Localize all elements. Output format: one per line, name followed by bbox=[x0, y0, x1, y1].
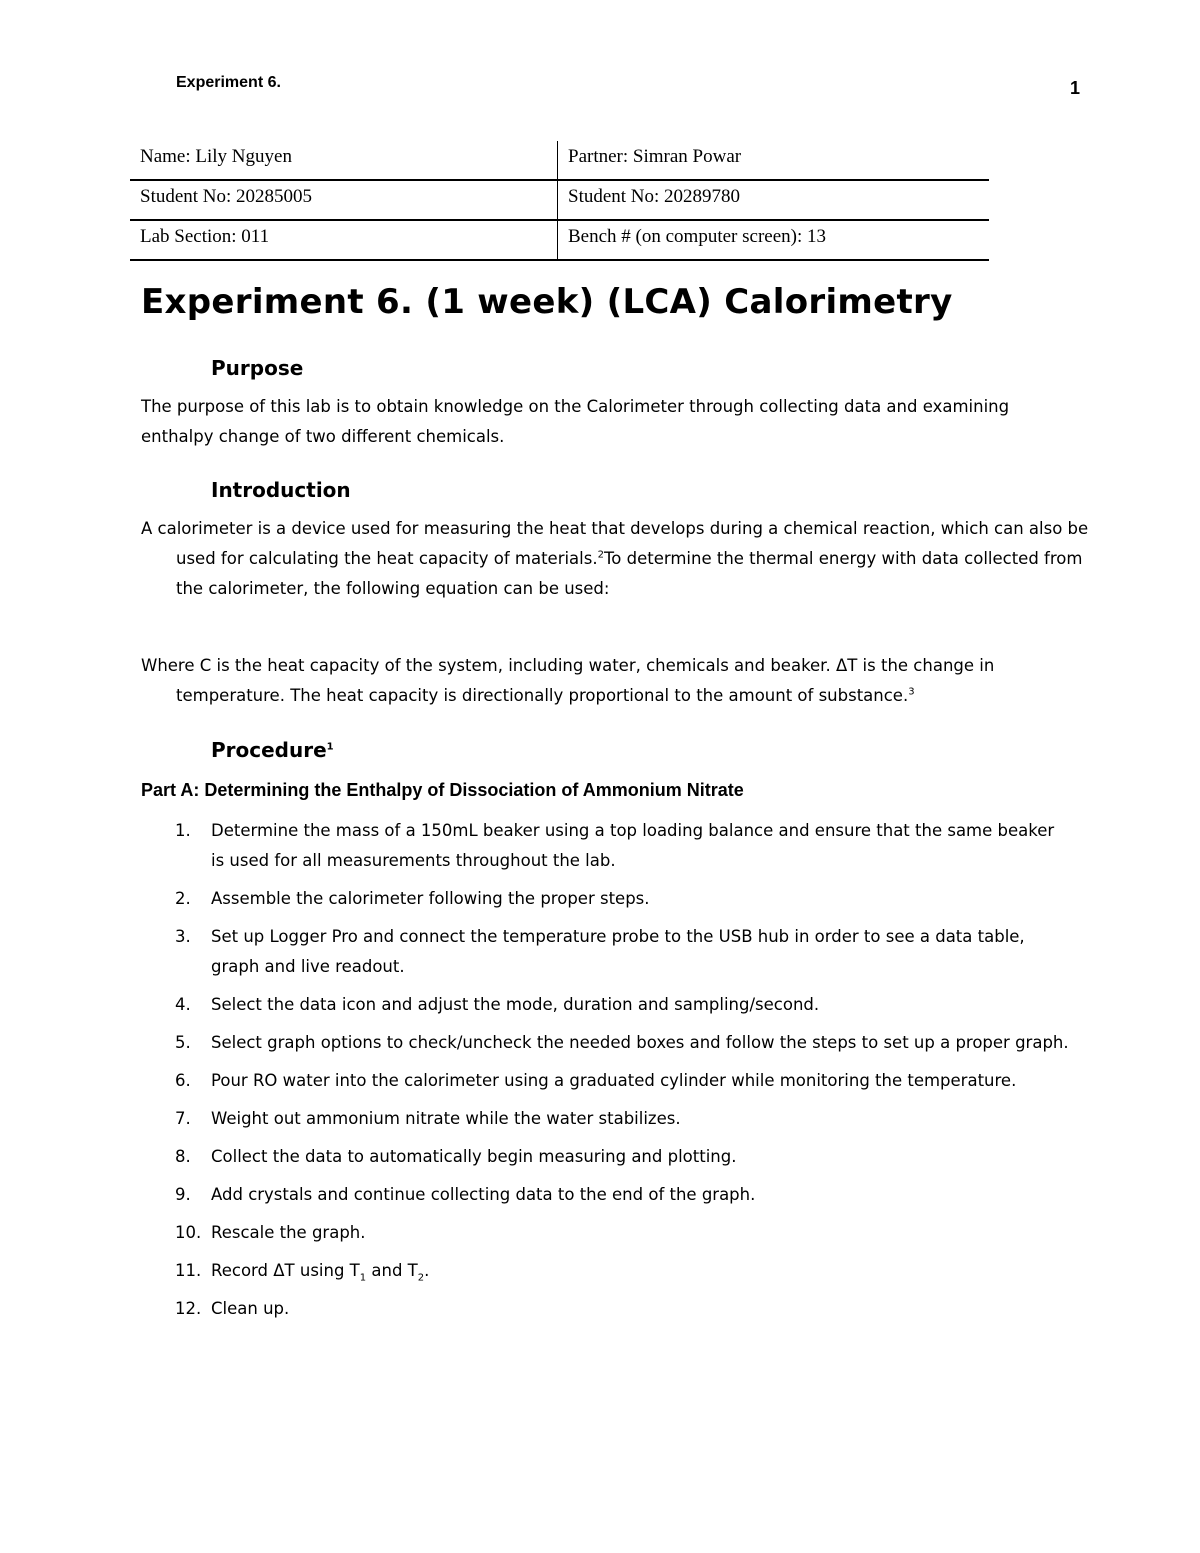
step-number: 12. bbox=[175, 1299, 202, 1318]
list-item bbox=[141, 1066, 1071, 1096]
lab-section-cell: Lab Section: 011 bbox=[130, 221, 558, 259]
step-text: Add crystals and continue collecting data to the end of the graph. bbox=[211, 1185, 756, 1204]
intro-p1-text-b: To determine the thermal energy with data collected from the calorimeter, the following equation can be used: bbox=[176, 549, 1083, 598]
page-number: 1 bbox=[1070, 78, 1081, 98]
subscript-1: 1 bbox=[359, 1272, 367, 1284]
name-cell: Name: Lily Nguyen bbox=[130, 141, 558, 179]
step-text: Pour RO water into the calorimeter using a graduated cylinder while monitoring the temperature. bbox=[211, 1071, 1017, 1090]
procedure-heading bbox=[211, 738, 334, 762]
list-item bbox=[141, 1180, 1071, 1210]
subscript-2: 2 bbox=[417, 1272, 425, 1284]
list-item bbox=[141, 922, 1071, 982]
intro-p2-text: Where C is the heat capacity of the system, including water, chemicals and beaker. ΔT is the change in temperature. The heat capacity is directionally proportional to the amount of substance. bbox=[141, 656, 995, 705]
info-row-section bbox=[130, 221, 989, 261]
purpose-text: The purpose of this lab is to obtain knowledge on the Calorimeter through collecting data and examining enthalpy change of two different chemicals. bbox=[141, 397, 1010, 446]
document-title: Experiment 6. (1 week) (LCA) Calorimetry bbox=[141, 282, 953, 322]
step-text: Select graph options to check/uncheck the needed boxes and follow the steps to set up a proper graph. bbox=[211, 1033, 1069, 1052]
step-number: 4. bbox=[175, 995, 191, 1014]
list-item bbox=[141, 1104, 1071, 1134]
student-info-table bbox=[130, 141, 989, 261]
step-number: 11. bbox=[175, 1261, 202, 1280]
procedure-heading-text: Procedure bbox=[211, 738, 327, 762]
step-text-c: . bbox=[424, 1261, 430, 1280]
step-number: 5. bbox=[175, 1033, 191, 1052]
step-text-b: and T bbox=[366, 1261, 418, 1280]
step-text: Rescale the graph. bbox=[211, 1223, 366, 1242]
step-text: Select the data icon and adjust the mode, duration and sampling/second. bbox=[211, 995, 820, 1014]
step-text: Clean up. bbox=[211, 1299, 290, 1318]
partner-student-no-cell: Student No: 20289780 bbox=[568, 186, 741, 207]
introduction-paragraph-1 bbox=[141, 514, 1106, 604]
list-item bbox=[141, 884, 1071, 914]
citation-3: 3 bbox=[908, 686, 915, 698]
intro-p1-text-a: A calorimeter is a device used for measuring the heat that develops during a chemical reaction, which can also be used for calculating the heat capacity of materials. bbox=[141, 519, 1089, 568]
list-item bbox=[141, 1256, 1071, 1286]
step-number: 1. bbox=[175, 821, 191, 840]
introduction-heading: Introduction bbox=[211, 478, 351, 502]
step-text-a: Record ΔT using T bbox=[211, 1261, 360, 1280]
partner-cell: Partner: Simran Powar bbox=[568, 146, 742, 167]
running-header: Experiment 6. bbox=[176, 74, 281, 91]
step-number: 10. bbox=[175, 1223, 202, 1242]
step-number: 6. bbox=[175, 1071, 191, 1090]
part-a-title: Part A: Determining the Enthalpy of Dissociation of Ammonium Nitrate bbox=[141, 780, 744, 800]
step-number: 8. bbox=[175, 1147, 191, 1166]
info-row-student-numbers bbox=[130, 181, 989, 221]
introduction-paragraph-2 bbox=[141, 651, 1106, 711]
info-row-names bbox=[130, 141, 989, 181]
step-number: 7. bbox=[175, 1109, 191, 1128]
list-item bbox=[141, 816, 1071, 876]
list-item bbox=[141, 1218, 1071, 1248]
procedure-citation: 1 bbox=[326, 741, 334, 753]
step-text: Assemble the calorimeter following the proper steps. bbox=[211, 889, 650, 908]
purpose-heading: Purpose bbox=[211, 356, 304, 380]
list-item bbox=[141, 1142, 1071, 1172]
list-item bbox=[141, 1294, 1071, 1324]
step-text: Determine the mass of a 150mL beaker using a top loading balance and ensure that the same beaker is used for all measurements throughout the lab. bbox=[211, 821, 1055, 870]
student-no-cell: Student No: 20285005 bbox=[130, 181, 558, 219]
step-text: Collect the data to automatically begin measuring and plotting. bbox=[211, 1147, 737, 1166]
step-number: 2. bbox=[175, 889, 191, 908]
step-number: 3. bbox=[175, 927, 191, 946]
step-number: 9. bbox=[175, 1185, 191, 1204]
step-text: Weight out ammonium nitrate while the water stabilizes. bbox=[211, 1109, 681, 1128]
list-item bbox=[141, 990, 1071, 1020]
step-text: Set up Logger Pro and connect the temperature probe to the USB hub in order to see a data table, graph and live readout. bbox=[211, 927, 1025, 976]
procedure-steps bbox=[141, 816, 1071, 1332]
citation-2: 2 bbox=[597, 549, 604, 561]
bench-cell: Bench # (on computer screen): 13 bbox=[568, 226, 826, 247]
list-item bbox=[141, 1028, 1071, 1058]
